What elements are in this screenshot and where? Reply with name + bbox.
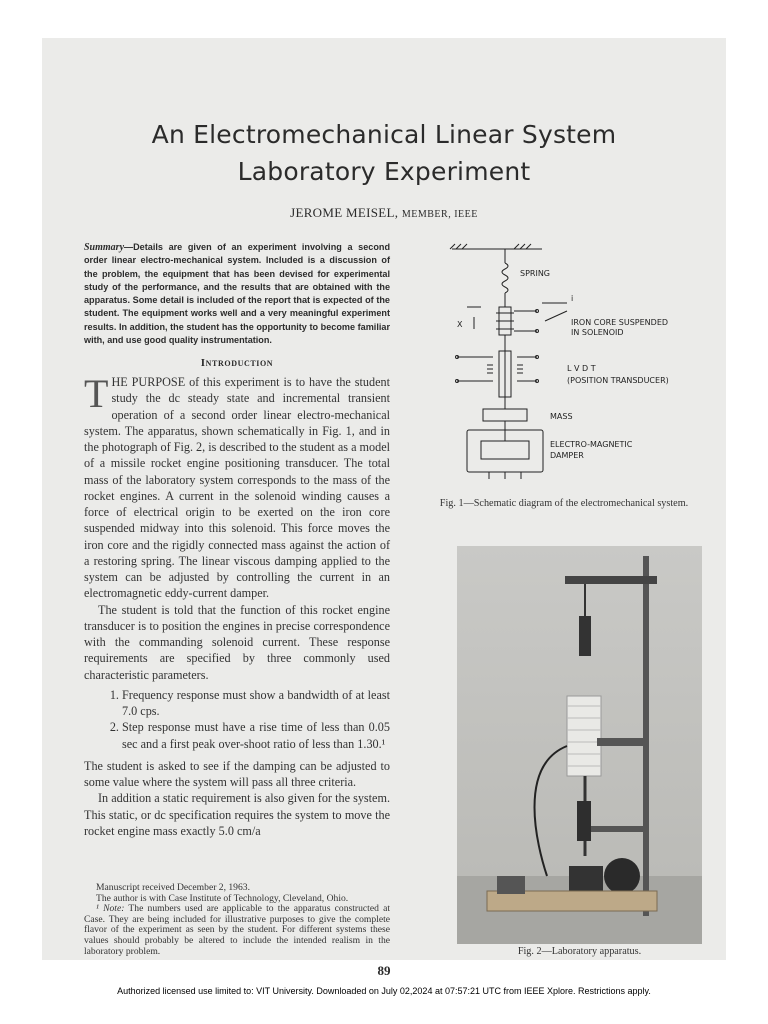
top-clamp-arm [565, 576, 657, 584]
requirement-item-2: 2. Step response must have a rise time of less than 0.05 sec and a first peak over-shoot ratio of less than 1.30.¹ [122, 719, 390, 752]
label-lvdt-2: (POSITION TRANSDUCER) [567, 376, 669, 385]
figure-1-caption: Fig. 1—Schematic diagram of the electromechanical system. [439, 498, 689, 509]
apparatus-illustration [457, 546, 702, 944]
title-line-1: An Electromechanical Linear System [151, 120, 617, 149]
author-name: JEROME MEISEL, [290, 205, 399, 220]
body-paragraph-3: The student is asked to see if the damping can be adjusted to some value where the system will pass all three criteria. [84, 758, 390, 789]
middle-clamp-arm [597, 738, 645, 746]
label-mass: MASS [550, 412, 573, 421]
body-paragraph-4: In addition a static requirement is also given for the system. This static, or dc specification requires the system to move the rocket engine mass exactly 5.0 cm/a [84, 791, 390, 838]
footnote-note-label: ¹ Note: [96, 903, 125, 915]
damper-magnet [604, 858, 640, 894]
spring-coil [502, 263, 508, 293]
mass-block [483, 409, 527, 421]
paragraph-1-text: HE PURPOSE of this experiment is to have the student study the dc steady state and incremental transient operation of a second order linear electro-mechanical system. The apparatus, shown schematically in Fig. 1, and in the photograph of Fig. 2, is described to the student as a model of a missile rocket engine positioning transducer. The total mass of the laboratory system corresponds to the mass of the rocket engines. A current in the solenoid winding causes a force of electrical origin to be exerted on the iron core suspended midway into this solenoid. This force moves the iron core and the rigidly connected mass against the action of a restoring spring. The linear viscous damping applied to the system can be adjusted by controlling the current in an electromagnetic eddy-current damper. [84, 375, 390, 601]
label-iron-core-1: IRON CORE SUSPENDED [571, 318, 669, 327]
label-iron-core-2: IN SOLENOID [571, 328, 624, 337]
label-current-i: i [571, 294, 574, 303]
ground-hatch [450, 244, 531, 249]
figure-2-caption: Fig. 2—Laboratory apparatus. [517, 946, 642, 957]
label-x: X [457, 320, 463, 329]
footnotes [84, 883, 390, 957]
article-title [42, 116, 726, 190]
author-line [42, 205, 726, 221]
figure-2-photograph [457, 546, 702, 944]
damper-disk [481, 441, 529, 459]
stand-rod [643, 556, 649, 916]
section-heading-introduction: Introduction [200, 357, 274, 369]
label-lvdt-1: L V D T [567, 364, 596, 373]
lvdt-unit [577, 801, 591, 841]
solenoid-coil [567, 696, 601, 776]
drop-cap: T [84, 371, 109, 416]
spring-unit [579, 616, 591, 656]
damper-unit [569, 866, 603, 894]
label-spring: SPRING [520, 269, 551, 278]
footnote-note [84, 904, 390, 957]
body-paragraph-1 [84, 371, 390, 602]
footnote-received: Manuscript received December 2, 1963. [96, 882, 250, 893]
author-membership: MEMBER, IEEE [401, 209, 478, 220]
summary-lead: Summary [84, 242, 125, 253]
summary-abstract [84, 241, 390, 347]
title-line-2: Laboratory Experiment [237, 157, 531, 186]
requirements-list [84, 687, 390, 752]
body-text [84, 371, 390, 839]
body-paragraph-2: The student is told that the function of this rocket engine transducer is to position the engines in precise correspondence with the commanding solenoid current. These response requirements are specified by three commonly used characteristic parameters. [84, 602, 390, 682]
lower-clamp-arm [591, 826, 647, 832]
footnote-affiliation: The author is with Case Institute of Technology, Cleveland, Ohio. [96, 892, 349, 904]
label-damper-1: ELECTRO-MAGNETIC [550, 440, 633, 449]
terminal-block [497, 876, 525, 894]
requirement-item-1: 1. Frequency response must show a bandwidth of at least 7.0 cps. [122, 687, 390, 720]
summary-text: —Details are given of an experiment involving a second order linear electro-mechanical system. Included is a discussion of the problem, the equipment that has been devised for experimental study of the performance, and the results that are obtained with the apparatus. Some detail is included of the report that is expected of the student. The equipment works well and a very meaningful experiment results. In addition, the student has the opportunity to become familiar with, and use good quality instrumentation. [84, 242, 390, 346]
license-footer: Authorized licensed use limited to: VIT University. Downloaded on July 02,2024 at 07:57:21 UTC from IEEE Xplore. Restrictions apply. [117, 986, 651, 996]
page-number: 89 [377, 963, 391, 978]
footnote-note-text: The numbers used are applicable to the apparatus constructed at Case. They are being included for illustrative purposes to give the complete flavor of the experiment as seen by the student. For different systems these values should probably be altered to include the intended realism in the laboratory problem. [84, 903, 391, 957]
journal-page [42, 38, 726, 978]
label-damper-2: DAMPER [550, 451, 584, 460]
figure-1-schematic [417, 241, 707, 481]
